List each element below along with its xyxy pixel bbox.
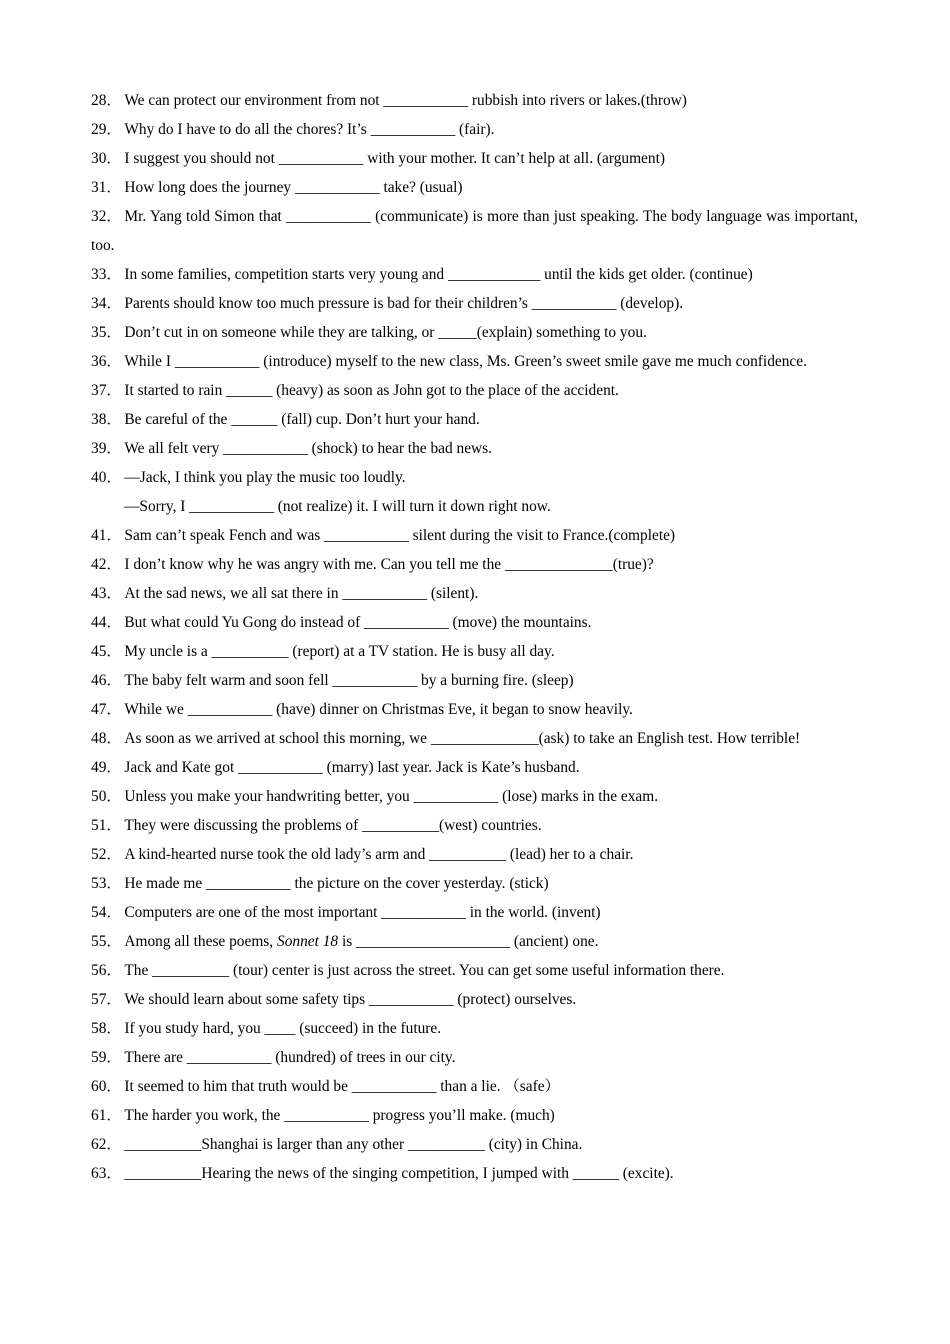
question-number: 59 (91, 1049, 107, 1066)
question-item: 53． He made me ___________ the picture on the cover yesterday. (stick) (91, 875, 549, 892)
question-number: 53 (91, 875, 107, 892)
question-text: It seemed to him that truth would be ___________ than a lie. （safe） (124, 1078, 560, 1095)
question-item: 48． As soon as we arrived at school this morning, we ______________(ask) to take an English test. How terrible! (91, 730, 801, 747)
question-item: 35． Don’t cut in on someone while they are talking, or _____(explain) something to you. (91, 324, 647, 341)
dialogue-reply: —Sorry, I ___________ (not realize) it. I will turn it down right now. (124, 498, 551, 515)
question-number: 63 (91, 1165, 107, 1182)
question-number: 58 (91, 1020, 107, 1037)
question-number: 61 (91, 1107, 107, 1124)
question-text: A kind-hearted nurse took the old lady’s arm and __________ (lead) her to a chair. (124, 846, 634, 863)
question-number: 38 (91, 411, 107, 428)
question-number: 50 (91, 788, 107, 805)
question-number: 52 (91, 846, 107, 863)
question-number: 48 (91, 730, 107, 747)
question-text: Unless you make your handwriting better, you ___________ (lose) marks in the exam. (124, 788, 659, 805)
question-number: 32 (91, 208, 107, 225)
question-text: Sam can’t speak Fench and was ___________ silent during the visit to France.(complete) (124, 527, 676, 544)
question-number: 33 (91, 266, 107, 283)
question-item: 34． Parents should know too much pressure is bad for their children’s ___________ (develop). (91, 295, 684, 312)
question-text: Don’t cut in on someone while they are talking, or _____(explain) something to you. (124, 324, 647, 341)
question-item: 54． Computers are one of the most important ___________ in the world. (invent) (91, 904, 601, 921)
question-number: 40 (91, 469, 107, 486)
question-text: Parents should know too much pressure is bad for their children’s ___________ (develop). (124, 295, 684, 312)
question-number: 46 (91, 672, 107, 689)
question-item: 62． __________Shanghai is larger than any other __________ (city) in China. (91, 1136, 583, 1153)
question-number: 31 (91, 179, 107, 196)
question-number: 39 (91, 440, 107, 457)
question-item: 57． We should learn about some safety tips ___________ (protect) ourselves. (91, 991, 577, 1008)
question-number: 34 (91, 295, 107, 312)
question-list (91, 86, 858, 1188)
question-text: The baby felt warm and soon fell ___________ by a burning fire. (sleep) (124, 672, 574, 689)
question-number: 29 (91, 121, 107, 138)
question-item: 56． The __________ (tour) center is just across the street. You can get some useful information there. (91, 962, 725, 979)
question-number: 51 (91, 817, 107, 834)
question-text: We can protect our environment from not ___________ rubbish into rivers or lakes.(throw) (124, 92, 687, 109)
question-item: 46． The baby felt warm and soon fell ___________ by a burning fire. (sleep) (91, 672, 574, 689)
question-item: 51． They were discussing the problems of __________(west) countries. (91, 817, 542, 834)
question-text: __________Hearing the news of the singing competition, I jumped with ______ (excite). (124, 1165, 674, 1182)
question-item: 60． It seemed to him that truth would be ___________ than a lie. （safe） (91, 1078, 560, 1095)
question-text: We should learn about some safety tips ___________ (protect) ourselves. (124, 991, 577, 1008)
question-item: 52． A kind-hearted nurse took the old lady’s arm and __________ (lead) her to a chair. (91, 846, 634, 863)
question-number: 60 (91, 1078, 107, 1095)
question-item: 63． __________Hearing the news of the singing competition, I jumped with ______ (excite). (91, 1165, 674, 1182)
question-text: The harder you work, the ___________ progress you’ll make. (much) (124, 1107, 555, 1124)
question-text: Be careful of the ______ (fall) cup. Don’t hurt your hand. (124, 411, 480, 428)
question-item: 42． I don’t know why he was angry with me. Can you tell me the ______________(true)? (91, 556, 654, 573)
question-text: __________Shanghai is larger than any other __________ (city) in China. (124, 1136, 583, 1153)
question-item: 58． If you study hard, you ____ (succeed) in the future. (91, 1020, 442, 1037)
question-text: Computers are one of the most important ___________ in the world. (invent) (124, 904, 601, 921)
question-text: While we ___________ (have) dinner on Christmas Eve, it began to snow heavily. (124, 701, 633, 718)
question-number: 57 (91, 991, 107, 1008)
question-item: 55． Among all these poems, Sonnet 18 is ____________________ (ancient) one. (91, 933, 599, 950)
question-number: 56 (91, 962, 107, 979)
question-text: As soon as we arrived at school this morning, we ______________(ask) to take an English test. How terrible! (124, 730, 801, 747)
question-text: I don’t know why he was angry with me. Can you tell me the ______________(true)? (124, 556, 654, 573)
question-number: 44 (91, 614, 107, 631)
question-number: 28 (91, 92, 107, 109)
question-item: 50． Unless you make your handwriting better, you ___________ (lose) marks in the exam. (91, 788, 659, 805)
question-text: It started to rain ______ (heavy) as soon as John got to the place of the accident. (124, 382, 619, 399)
question-text: I suggest you should not ___________ with your mother. It can’t help at all. (argument) (124, 150, 665, 167)
question-number: 30 (91, 150, 107, 167)
question-number: 55 (91, 933, 107, 950)
question-text: How long does the journey ___________ take? (usual) (124, 179, 463, 196)
poem-title: Sonnet 18 (277, 933, 339, 950)
question-item: 39． We all felt very ___________ (shock) to hear the bad news. (91, 440, 492, 457)
question-text: —Jack, I think you play the music too loudly. (124, 469, 406, 486)
question-text: Why do I have to do all the chores? It’s ___________ (fair). (124, 121, 495, 138)
question-text: If you study hard, you ____ (succeed) in the future. (124, 1020, 442, 1037)
question-text: is ____________________ (ancient) one. (338, 933, 599, 950)
question-text: They were discussing the problems of __________(west) countries. (124, 817, 542, 834)
question-item: 40． —Jack, I think you play the music too loudly. —Sorry, I ___________ (not realize) it. I will turn it down right now. (91, 463, 858, 521)
question-item: 28． We can protect our environment from not ___________ rubbish into rivers or lakes.(throw) (91, 92, 687, 109)
question-number: 35 (91, 324, 107, 341)
question-number: 45 (91, 643, 107, 660)
question-number: 36 (91, 353, 107, 370)
question-text: We all felt very ___________ (shock) to hear the bad news. (124, 440, 492, 457)
question-number: 62 (91, 1136, 107, 1153)
question-text: While I ___________ (introduce) myself to the new class, Ms. Green’s sweet smile gave me much confidence. (124, 353, 807, 370)
question-text: There are ___________ (hundred) of trees in our city. (124, 1049, 456, 1066)
question-text: He made me ___________ the picture on the cover yesterday. (stick) (124, 875, 549, 892)
question-text: My uncle is a __________ (report) at a TV station. He is busy all day. (124, 643, 555, 660)
question-item: 59． There are ___________ (hundred) of trees in our city. (91, 1049, 456, 1066)
question-item: 43． At the sad news, we all sat there in ___________ (silent). (91, 585, 479, 602)
question-text: Mr. Yang told Simon that ___________ (communicate) is more than just speaking. The body language was important, too. (91, 208, 858, 254)
question-item: 31． How long does the journey ___________ take? (usual) (91, 179, 463, 196)
question-item: 37． It started to rain ______ (heavy) as soon as John got to the place of the accident. (91, 382, 619, 399)
question-text: But what could Yu Gong do instead of ___________ (move) the mountains. (124, 614, 592, 631)
question-item: 61． The harder you work, the ___________ progress you’ll make. (much) (91, 1107, 555, 1124)
question-text: In some families, competition starts very young and ____________ until the kids get older. (continue) (124, 266, 753, 283)
question-text: At the sad news, we all sat there in ___________ (silent). (124, 585, 479, 602)
question-number: 43 (91, 585, 107, 602)
question-text: Among all these poems, (124, 933, 277, 950)
question-item: 30． I suggest you should not ___________ with your mother. It can’t help at all. (argument) (91, 150, 665, 167)
question-text: The __________ (tour) center is just across the street. You can get some useful information there. (124, 962, 725, 979)
question-number: 49 (91, 759, 107, 776)
question-item: 29． Why do I have to do all the chores? It’s ___________ (fair). (91, 121, 495, 138)
question-item: 32． Mr. Yang told Simon that ___________ (communicate) is more than just speaking. The body language was important, too. (91, 208, 858, 254)
question-item: 36． While I ___________ (introduce) myself to the new class, Ms. Green’s sweet smile gave me much confidence. (91, 353, 807, 370)
question-item: 49． Jack and Kate got ___________ (marry) last year. Jack is Kate’s husband. (91, 759, 580, 776)
question-item: 33． In some families, competition starts very young and ____________ until the kids get older. (continue) (91, 266, 753, 283)
question-number: 54 (91, 904, 107, 921)
question-number: 47 (91, 701, 107, 718)
question-number: 37 (91, 382, 107, 399)
question-item: 41． Sam can’t speak Fench and was ___________ silent during the visit to France.(complete) (91, 527, 676, 544)
question-number: 42 (91, 556, 107, 573)
question-item: 47． While we ___________ (have) dinner on Christmas Eve, it began to snow heavily. (91, 701, 633, 718)
question-item: 44． But what could Yu Gong do instead of ___________ (move) the mountains. (91, 614, 592, 631)
question-item: 38． Be careful of the ______ (fall) cup. Don’t hurt your hand. (91, 411, 480, 428)
question-number: 41 (91, 527, 107, 544)
question-item: 45． My uncle is a __________ (report) at a TV station. He is busy all day. (91, 643, 555, 660)
question-text: Jack and Kate got ___________ (marry) last year. Jack is Kate’s husband. (124, 759, 580, 776)
